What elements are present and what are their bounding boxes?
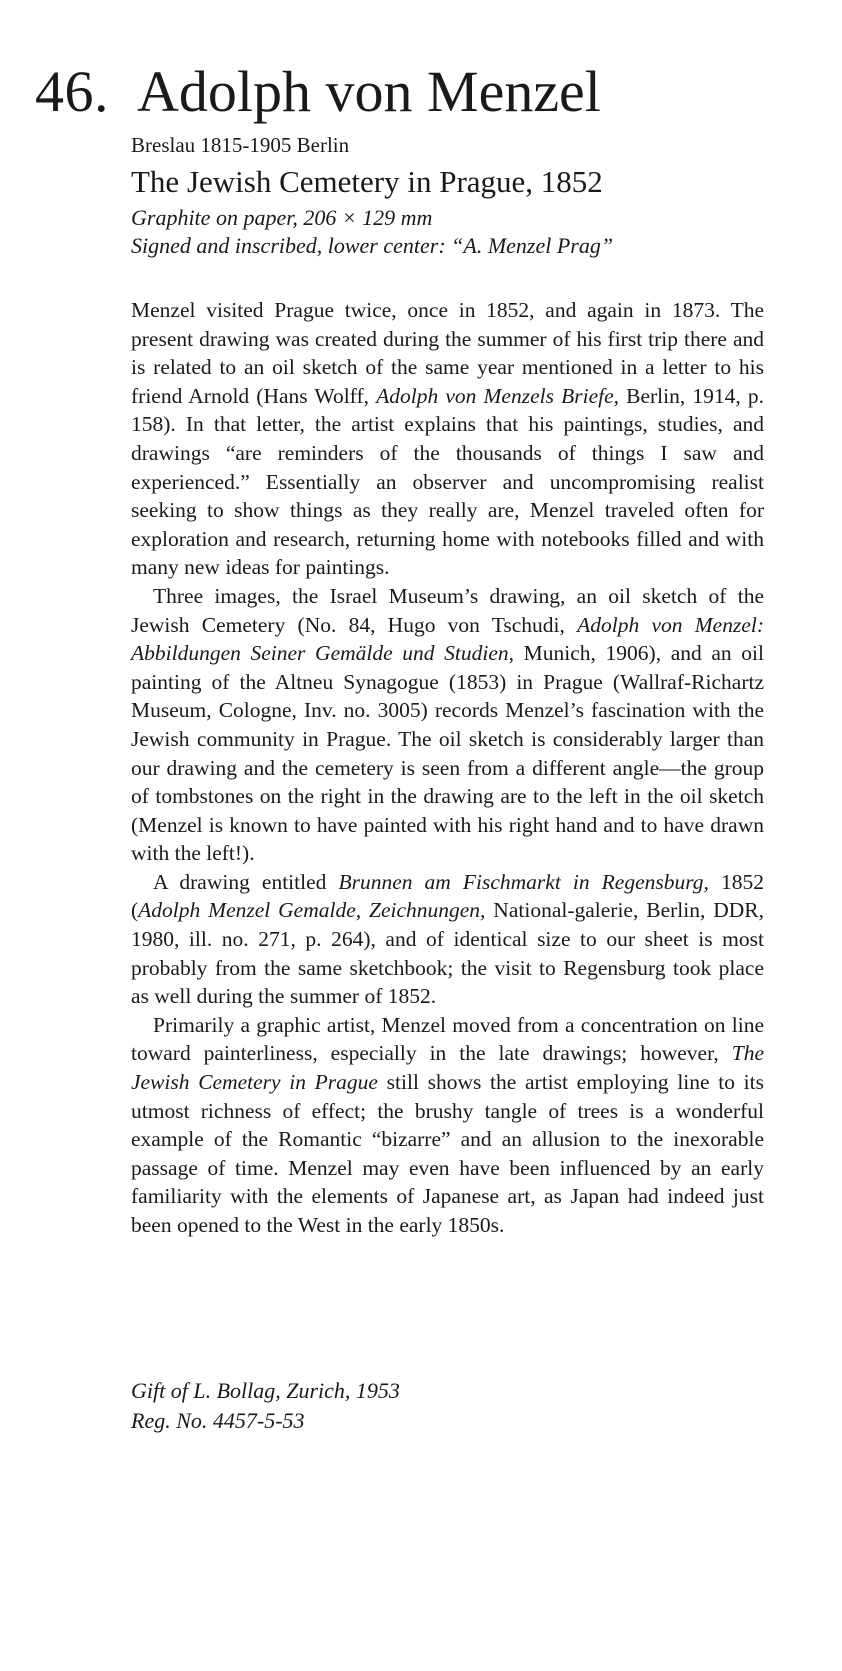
essay-paragraph-3 bbox=[131, 868, 764, 1011]
catalogue-number: 46. bbox=[35, 59, 109, 124]
essay-text: Berlin, 1914, p. 158). In that letter, the artist explains that his paintings, studies, and drawings “are reminders of the thousands of things I saw and experienced.” Essentially an observer and uncompromising realist seeking to show things as they really are, Menzel traveled often for exploration and research, returning home with notebooks filled and with many new ideas for paintings. bbox=[131, 383, 765, 580]
entry-heading bbox=[35, 58, 601, 125]
essay-text: Primarily a graphic artist, Menzel moved from a concentration on line toward painterliness, especially in the late drawings; however, bbox=[131, 1012, 764, 1066]
essay-citation: Adolph von Menzels Briefe, bbox=[376, 383, 620, 408]
work-inscription: Signed and inscribed, lower center: “A. Menzel Prag” bbox=[131, 233, 614, 258]
essay-citation: The Jewish Cemetery in Prague bbox=[131, 1041, 764, 1095]
essay-text: still shows the artist employing line to its utmost richness of effect; the brushy tangle of trees is a wonderful example of the Romantic “bizarre” and an allusion to the inexorable passage of time. Menzel may even have been influenced by an early familiarity with the elements of Japanese art, as Japan had indeed just been opened to the West in the early 1850s. bbox=[131, 1070, 764, 1237]
essay-text: National-galerie, Berlin, DDR, 1980, ill. no. 271, p. 264), and of identical size to our sheet is most probably from the same sketchbook; the visit to Regensburg took place as well during the summer of 1852. bbox=[131, 898, 764, 1009]
essay-paragraph-4 bbox=[131, 1011, 764, 1240]
work-medium: Graphite on paper, 206 × 129 mm bbox=[131, 205, 433, 230]
essay-text: Menzel visited Prague twice, once in 1852, and again in 1873. The present drawing was created during the summer of his first trip there and is related to an oil sketch of the same year mentioned in a letter to his friend Arnold (Hans Wolff, bbox=[131, 298, 764, 408]
work-metadata bbox=[131, 131, 751, 260]
essay-text: 1852 ( bbox=[131, 869, 764, 923]
essay-text: A drawing entitled bbox=[153, 869, 339, 894]
provenance-credit bbox=[131, 1376, 400, 1436]
registration-number: Reg. No. 4457-5-53 bbox=[131, 1408, 305, 1433]
work-title: The Jewish Cemetery in Prague, 1852 bbox=[131, 164, 603, 199]
essay-citation: Adolph Menzel Gemalde, Zeichnungen, bbox=[138, 898, 486, 923]
essay-paragraph-2 bbox=[131, 582, 764, 868]
essay-text: Three images, the Israel Museum’s drawing, an oil sketch of the Jewish Cemetery (No. 84, Hugo von Tschudi, bbox=[131, 583, 764, 637]
essay-text: Munich, 1906), and an oil painting of the Altneu Synagogue (1853) in Prague (Wallraf-Richartz Museum, Cologne, Inv. no. 3005) records Menzel’s fascination with the Jewish community in Prague. The oil sketch is considerably larger than our drawing and the cemetery is seen from a different angle—the group of tombstones on the right in the drawing are to the left in the oil sketch (Menzel is known to have painted with his right hand and to have drawn with the left!). bbox=[131, 641, 765, 866]
gift-credit-line: Gift of L. Bollag, Zurich, 1953 bbox=[131, 1378, 400, 1403]
essay-body bbox=[131, 296, 764, 1240]
essay-citation: Brunnen am Fischmarkt in Regensburg, bbox=[338, 869, 709, 894]
essay-citation: Adolph von Menzel: Abbildungen Seiner Gemälde und Studien, bbox=[131, 612, 764, 666]
artist-life-dates: Breslau 1815-1905 Berlin bbox=[131, 133, 350, 157]
artist-name: Adolph von Menzel bbox=[137, 59, 601, 124]
essay-paragraph-1 bbox=[131, 296, 764, 582]
